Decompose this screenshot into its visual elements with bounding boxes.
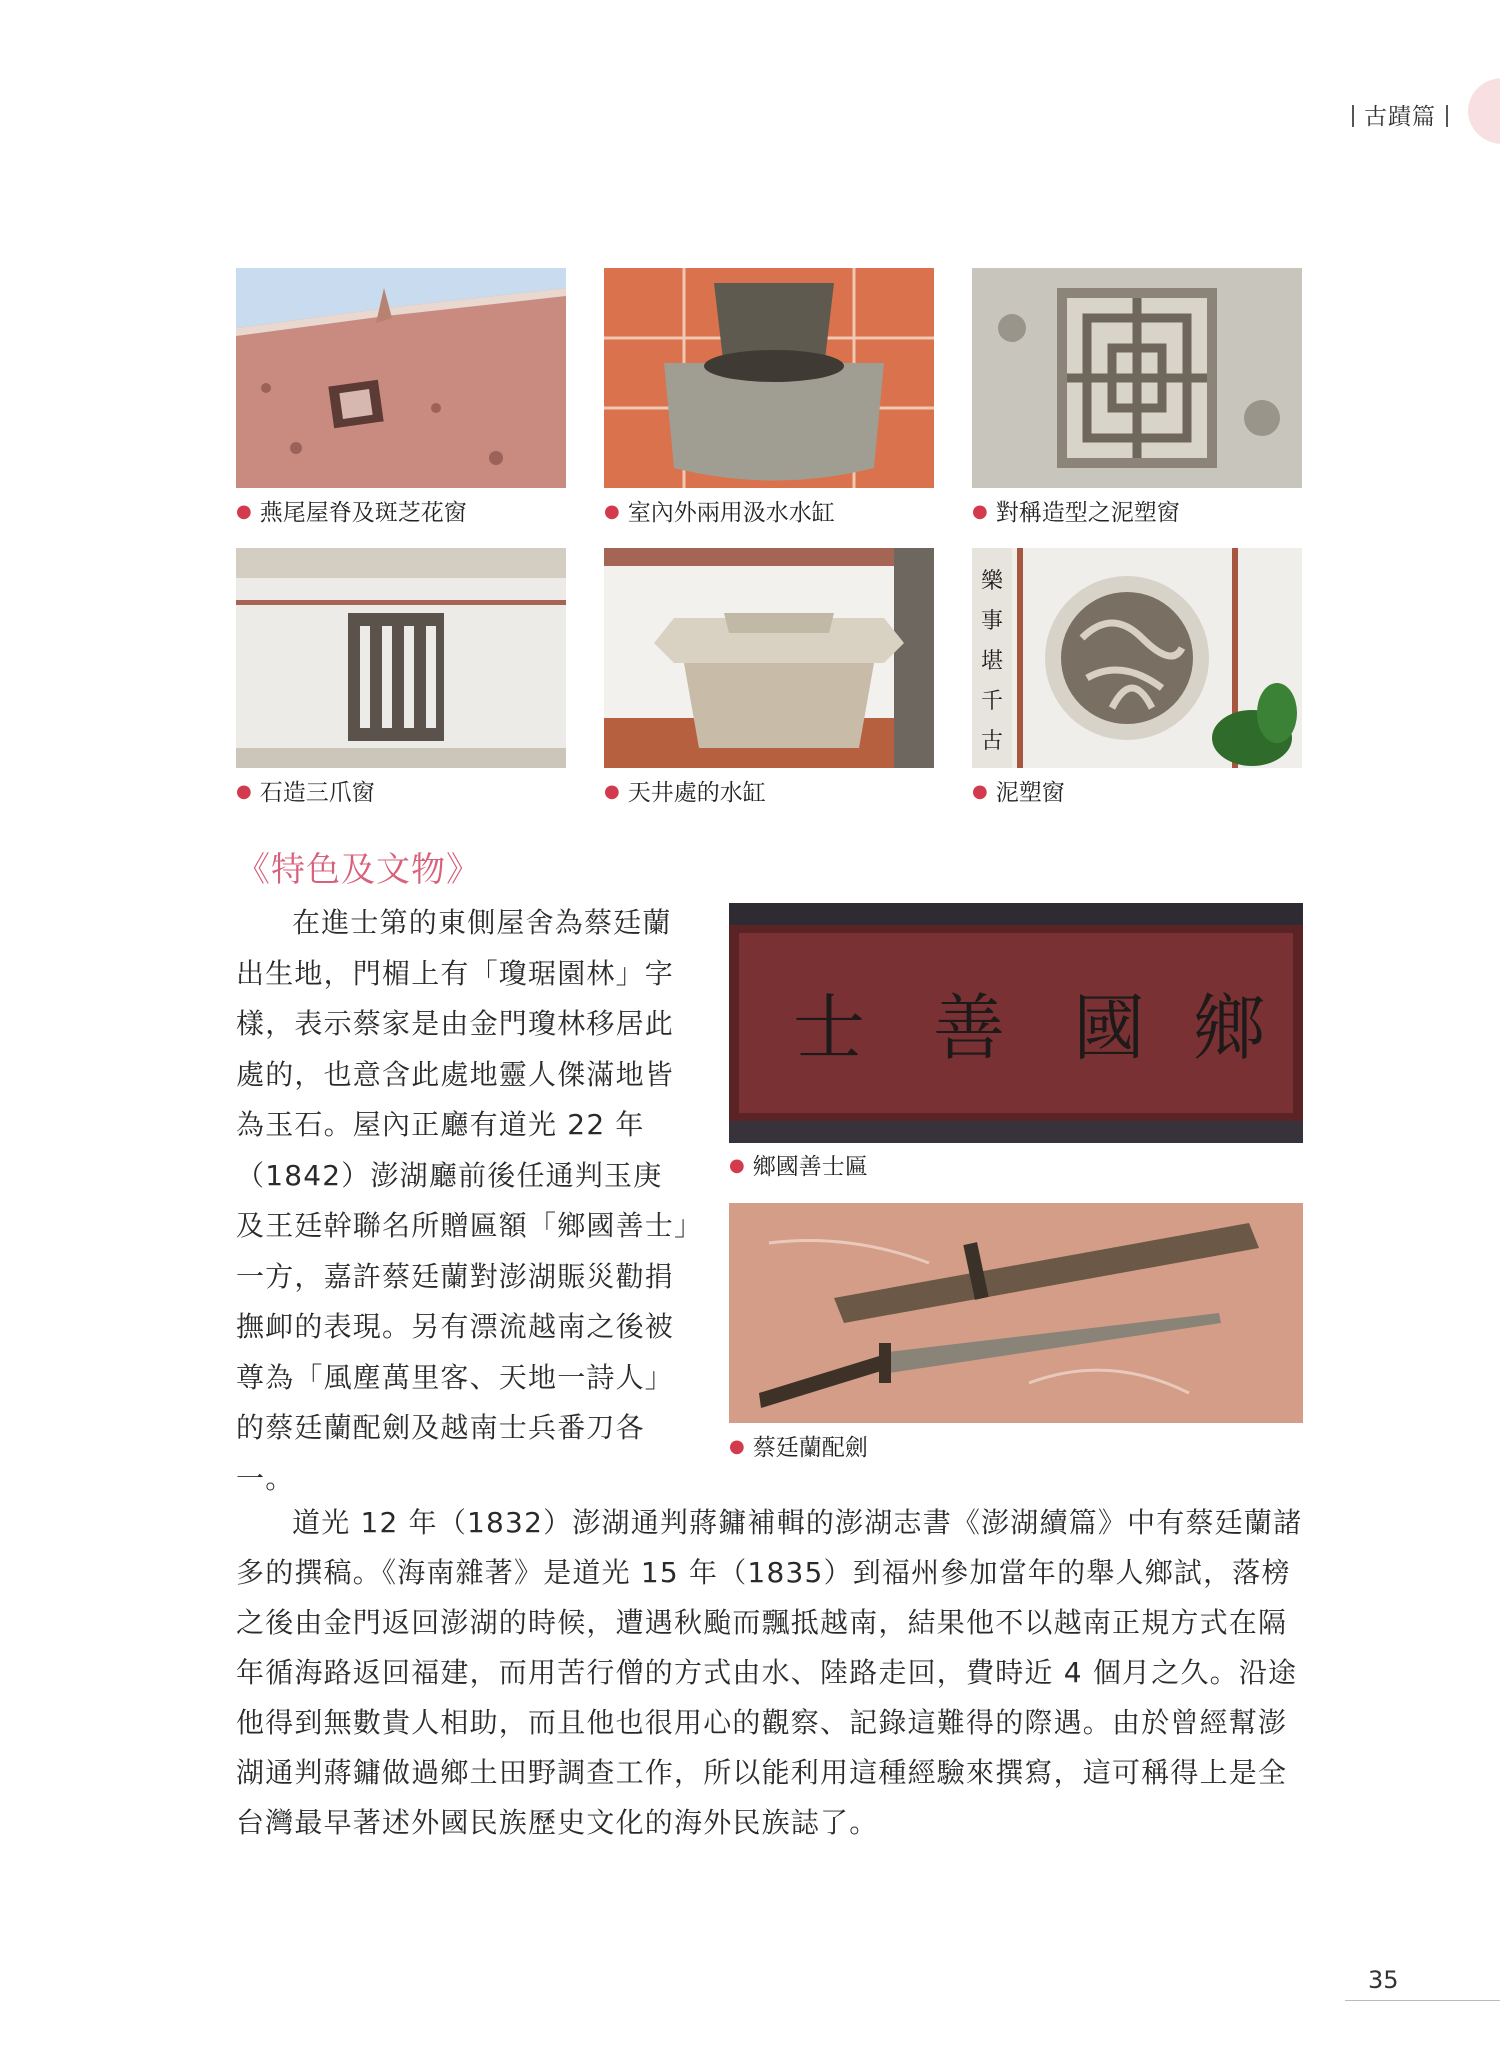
photo-lattice-window xyxy=(972,268,1302,488)
calligraphy-char-1: 事 xyxy=(980,609,1004,634)
photo-caption xyxy=(604,494,835,527)
photo-caption xyxy=(729,1429,868,1462)
bullet-icon: ● xyxy=(729,1155,745,1176)
caption-text: 泥塑窗 xyxy=(995,780,1065,806)
calligraphy-char-4: 古 xyxy=(980,729,1004,754)
header-divider xyxy=(1446,105,1448,127)
photo-caption xyxy=(604,774,766,807)
photo-water-basin xyxy=(604,268,934,488)
bullet-icon: ● xyxy=(236,501,252,522)
page-number: 35 xyxy=(1368,1966,1399,1994)
section-label xyxy=(1342,98,1458,131)
calligraphy-char-0: 樂 xyxy=(980,569,1004,594)
plaque-char: 士 xyxy=(792,986,866,1070)
body-paragraph-1: 在進士第的東側屋舍為蔡廷蘭出生地，門楣上有「瓊琚園林」字樣，表示蔡家是由金門瓊林移居此處的，也意含此處地靈人傑滿地皆為玉石。屋內正廳有道光 22 年（1842）澎湖廳前後任通判玉庚及王廷幹聯名所贈匾額「鄉國善士」一方，嘉許蔡廷蘭對澎湖賑災勸捐撫卹的表現。另有漂流越南之後被尊為「風塵萬里客、天地一詩人」的蔡廷蘭配劍及越南士兵番刀各一。 xyxy=(236,906,690,1495)
plaque-char: 鄉 xyxy=(1192,986,1266,1070)
section-heading: 《特色及文物》 xyxy=(236,850,481,890)
calligraphy-char-2: 堪 xyxy=(980,649,1004,674)
photo-stone-window xyxy=(236,548,566,768)
photo-caption xyxy=(729,1148,868,1181)
section-label-text: 古蹟篇 xyxy=(1364,104,1436,130)
photo-caption xyxy=(972,494,1180,527)
photo-swallowtail-ridge xyxy=(236,268,566,488)
calligraphy-char-3: 千 xyxy=(980,689,1004,714)
bullet-icon: ● xyxy=(604,781,620,802)
photo-courtyard-basin xyxy=(604,548,934,768)
footer-rule xyxy=(1345,2000,1500,2001)
plaque-char: 國 xyxy=(1072,986,1146,1070)
plaque-char: 善 xyxy=(932,986,1006,1070)
photo-sword xyxy=(729,1203,1303,1423)
caption-text: 室內外兩用汲水水缸 xyxy=(627,500,835,526)
caption-text: 鄉國善士匾 xyxy=(752,1154,868,1180)
bullet-icon: ● xyxy=(972,501,988,522)
caption-text: 蔡廷蘭配劍 xyxy=(752,1435,868,1461)
bullet-icon: ● xyxy=(729,1436,745,1457)
bullet-icon: ● xyxy=(604,501,620,522)
caption-text: 燕尾屋脊及斑芝花窗 xyxy=(259,500,467,526)
header-divider xyxy=(1352,105,1354,127)
photo-plaque xyxy=(729,903,1303,1143)
photo-caption xyxy=(972,774,1065,807)
photo-clay-round-window xyxy=(972,548,1302,768)
caption-text: 石造三爪窗 xyxy=(259,780,375,806)
caption-text: 天井處的水缸 xyxy=(627,780,766,806)
bullet-icon: ● xyxy=(236,781,252,802)
caption-text: 對稱造型之泥塑窗 xyxy=(995,500,1180,526)
photo-caption xyxy=(236,774,375,807)
body-paragraph-2: 道光 12 年（1832）澎湖通判蔣鏞補輯的澎湖志書《澎湖續篇》中有蔡廷蘭諸多的撰稿。《海南雜著》是道光 15 年（1835）到福州參加當年的舉人鄉試，落榜之後由金門返回澎湖的時候，遭遇秋颱而飄抵越南，結果他不以越南正規方式在隔年循海路返回福建，而用苦行僧的方式由水、陸路走回，費時近 4 個月之久。沿途他得到無數貴人相助，而且他也很用心的觀察、記錄這難得的際遇。由於曾經幫澎湖通判蔣鏞做過鄉土田野調查工作，所以能利用這種經驗來撰寫，這可稱得上是全台灣最早著述外國民族歷史文化的海外民族誌了。 xyxy=(236,1506,1303,1839)
chapter-tab xyxy=(1468,78,1500,144)
photo-caption xyxy=(236,494,467,527)
bullet-icon: ● xyxy=(972,781,988,802)
